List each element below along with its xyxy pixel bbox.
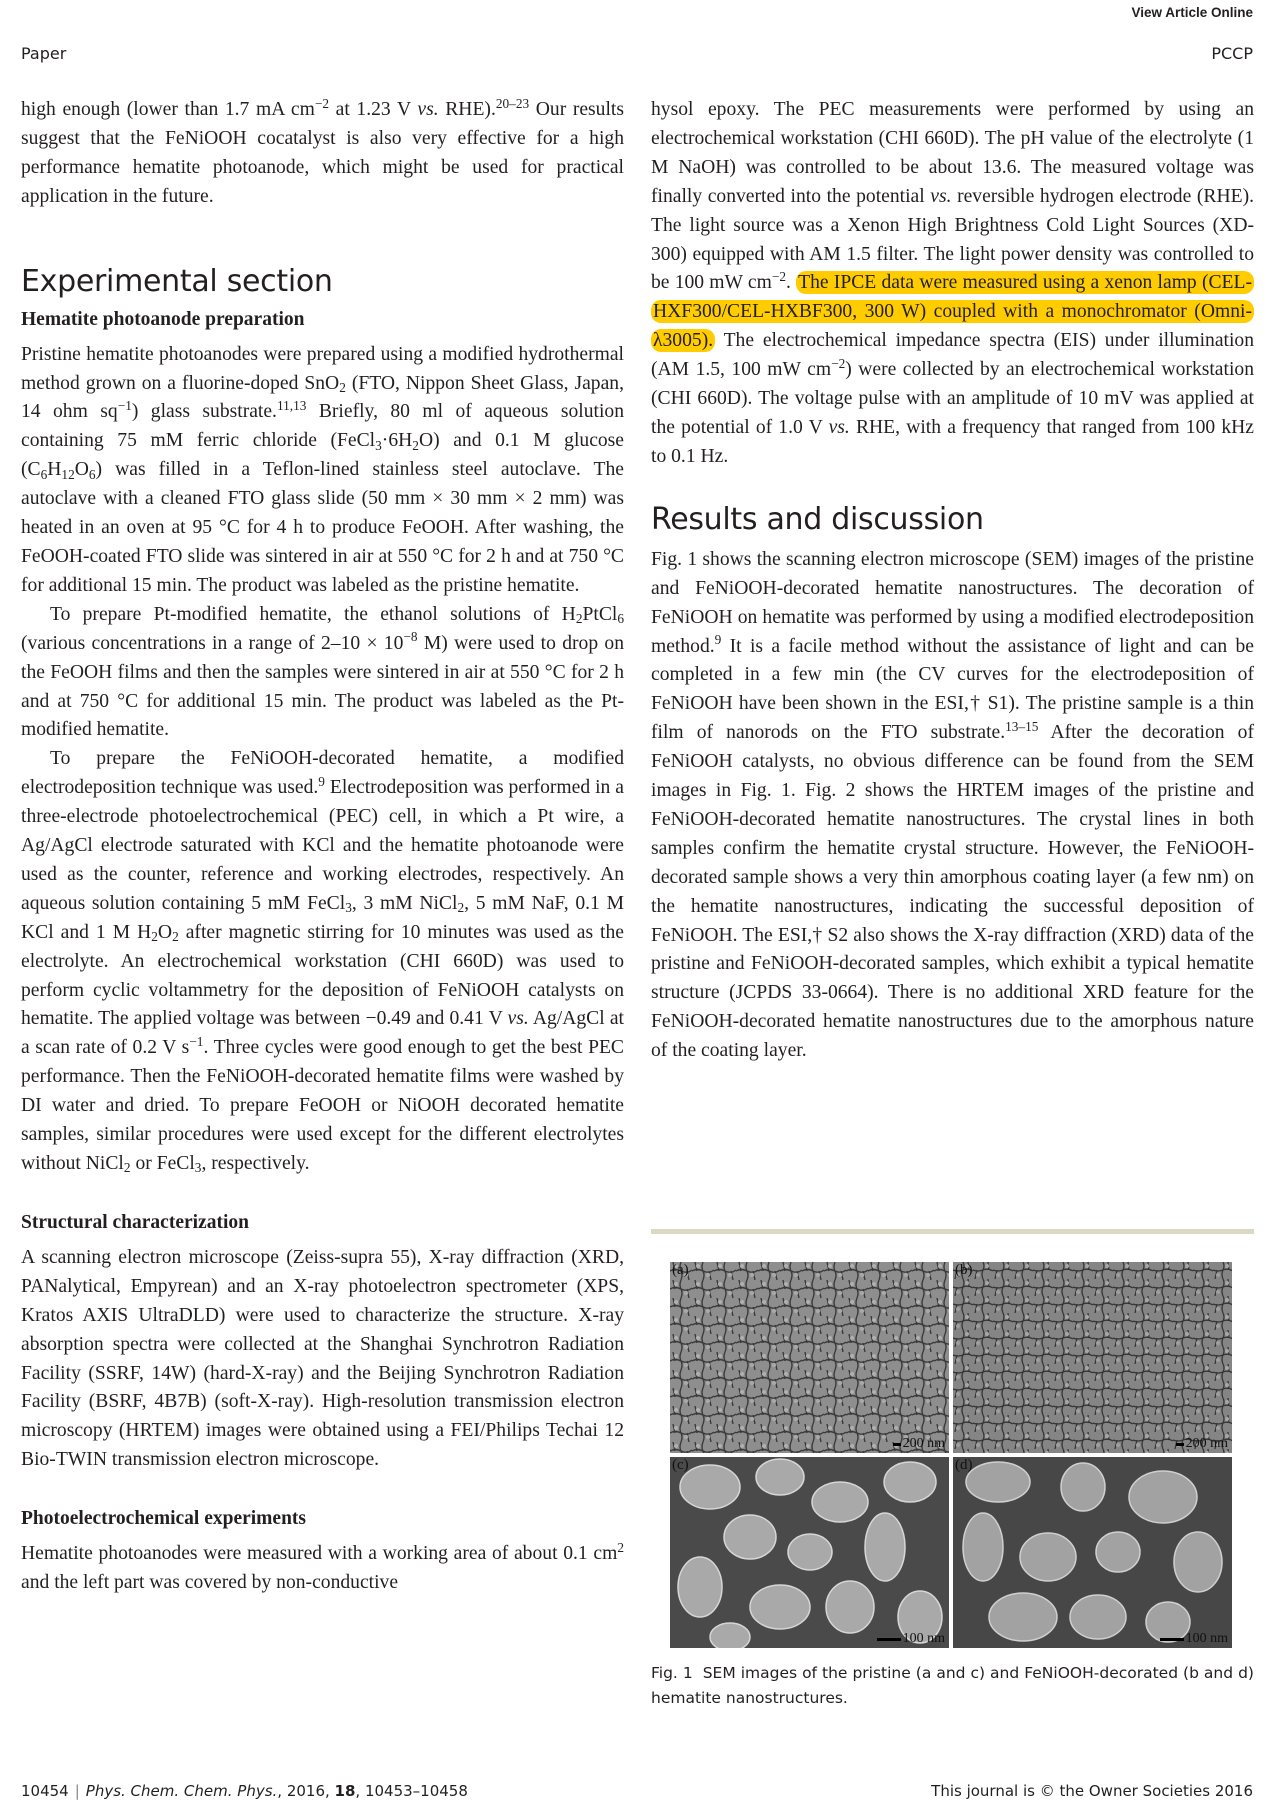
scale-bar-a: 200 nm xyxy=(893,1436,945,1452)
journal-name: Phys. Chem. Chem. Phys. xyxy=(85,1782,278,1800)
sem-panel-c xyxy=(670,1457,949,1648)
scale-bar-b: 200 nm xyxy=(1176,1436,1228,1452)
panel-label-b: (b) xyxy=(955,1262,973,1278)
footer-copyright: This journal is © the Owner Societies 2016 xyxy=(931,1782,1253,1800)
subsection-title-structural: Structural characterization xyxy=(21,1211,249,1233)
running-head-left: Paper xyxy=(21,44,67,63)
sem-panel-b xyxy=(953,1262,1232,1453)
paragraph-pec-continuation: hysol epoxy. The PEC measurements were performed by using an electrochemical workstation (CHI 660D). The pH value of the electrolyte (1 M NaOH) was controlled to be about 13.6. The measured voltage was finally converted into the potential vs. reversible hydrogen electrode (RHE). The light source was a Xenon High Brightness Cold Light Sources (XD-300) equipped with AM 1.5 filter. The light power density was controlled to be 100 mW $cm^{-2}$. The IPCE data were measured using a xenon lamp (CEL-HXF300/CEL-HXBF300, 300 W) coupled with a monochromator (Omni-λ3005). The electrochemical impedance spectra (EIS) under illumination (AM 1.5, 100 mW $cm^{-2}$) were collected by an electrochemical workstation (CHI 660D). The voltage pulse with an amplitude of 10 mV was applied at the potential of 1.0 V vs. RHE, with a frequency that ranged from 100 kHz to 0.1 Hz. xyxy=(651,99,1254,467)
sem-panel-d xyxy=(953,1457,1232,1648)
paragraph-results: Fig. 1 shows the scanning electron microscope (SEM) images of the pristine and FeNiOOH-decorated hematite nanostructures. The decoration of FeNiOOH on hematite was performed by using a modified electrodeposition method.$^9$ It is a facile method without the assistance of light and can be completed in a few min (the CV curves for the electrodeposition of FeNiOOH have been shown in the ESI,† S1). The pristine sample is a thin film of nanorods on the FTO substrate.$^{13-15}$ After the decoration of FeNiOOH catalysts, no obvious difference can be found from the SEM images in Fig. 1. Fig. 2 shows the HRTEM images of the pristine and FeNiOOH-decorated hematite nanostructures. The crystal lines in both samples confirm the hematite crystal structure. However, the FeNiOOH-decorated sample shows a very thin amorphous coating layer (a few nm) on the hematite nanostructures, indicating the successful deposition of FeNiOOH. The ESI,† S2 also shows the X-ray diffraction (XRD) data of the pristine and FeNiOOH-decorated samples, which exhibit a typical hematite structure (JCPDS 33-0664). There is no additional XRD feature for the FeNiOOH-decorated hematite nanostructures due to the amorphous nature of the coating layer. xyxy=(651,548,1254,1062)
paragraph-pt-modified-prep: To prepare Pt-modified hematite, the ethanol solutions of $H_2PtCl_6$ (various concentrations in a range of $2-10 \times 10^{-8}$ M) were used to drop on the FeOOH films and then the samples were sintered in air at 550 °C for 2 h and at 750 °C for additional 15 min. The product was labeled as the Pt-modified hematite. xyxy=(21,603,625,741)
sem-image-nanorods xyxy=(953,1457,1232,1648)
scale-bar-d: 100 nm xyxy=(1160,1631,1228,1647)
sem-panel-a xyxy=(670,1262,949,1453)
citation-ref[interactable]: 11,13 xyxy=(276,398,307,414)
paragraph-pristine-prep: Pristine hematite photoanodes were prepared using a modified hydrothermal method grown on a fluorine-doped SnO$_2$ (FTO, Nippon Sheet Glass, Japan, 14 ohm $sq^{-1}$) glass substrate.$^{11,13}$ Briefly, 80 ml of aqueous solution containing 75 mM ferric chloride $(FeCl_3\cdot 6H_2O)$ and 0.1 M glucose $(C_6H_{12}O_6)$ was filled in a Teflon-lined stainless steel autoclave. The autoclave with a cleaned FTO glass slide (50 mm × 30 mm × 2 mm) was heated in an oven at 95 °C for 4 h to produce FeOOH. After washing, the FeOOH-coated FTO slide was sintered in air at 550 °C for 2 h and at 750 °C for additional 15 min. The product was labeled as the pristine hematite. xyxy=(21,343,625,596)
figure-top-rule xyxy=(651,1229,1254,1234)
left-column xyxy=(21,96,624,1598)
figure-label: Fig. 1 xyxy=(651,1664,693,1682)
figure-1-caption xyxy=(651,1661,1254,1711)
footer-citation: 10454 | Phys. Chem. Chem. Phys., 2016, 18, 10453–10458 xyxy=(21,1782,468,1800)
section-title-experimental: Experimental section xyxy=(21,263,333,299)
citation-ref[interactable]: 13–15 xyxy=(1005,718,1039,734)
paragraph-feniooh-prep: To prepare the FeNiOOH-decorated hematite, a modified electrodeposition technique was used.$^9$ Electrodeposition was performed in a three-electrode photoelectrochemical (PEC) cell, in which a Pt wire, a Ag/AgCl electrode saturated with KCl and the hematite photoanode were used as the counter, reference and working electrodes, respectively. An aqueous solution containing 5 mM FeCl$_3$, 3 mM NiCl$_2$, 5 mM NaF, 0.1 M KCl and 1 M $H_2O_2$ after magnetic stirring for 10 minutes was used as the electrolyte. An electrochemical workstation (CHI 660D) was used to perform cyclic voltammetry for the deposition of FeNiOOH catalysts on hematite. The applied voltage was between −0.49 and 0.41 V vs. Ag/AgCl at a scan rate of 0.2 V $s^{-1}$. Three cycles were good enough to get the best PEC performance. Then the FeNiOOH-decorated hematite films were washed by DI water and dried. To prepare FeOOH or NiOOH decorated hematite samples, similar procedures were used except for the different electrolytes without NiCl$_2$ or FeCl$_3$, respectively. xyxy=(21,748,625,1176)
view-article-online-link[interactable]: View Article Online xyxy=(1131,5,1253,20)
panel-label-d: (d) xyxy=(955,1457,973,1473)
panel-label-a: (a) xyxy=(672,1262,689,1278)
paragraph-pec-start: Hematite photoanodes were measured with a working area of about 0.1 $cm^2$ and the left part was covered by non-conductive xyxy=(21,1539,624,1594)
section-title-results: Results and discussion xyxy=(651,501,984,537)
caption-text: SEM images of the pristine (a and c) and FeNiOOH-decorated (b and d) hematite nanostructures. xyxy=(651,1664,1254,1707)
panel-label-c: (c) xyxy=(672,1457,689,1473)
subsection-title-hematite-prep: Hematite photoanode preparation xyxy=(21,308,305,330)
sem-image-nanorods xyxy=(670,1457,949,1648)
figure-1-sem-images xyxy=(670,1262,1232,1648)
running-head-right: PCCP xyxy=(1211,44,1253,63)
page-number: 10454 xyxy=(21,1782,69,1800)
sem-image-cracked-surface xyxy=(953,1262,1232,1453)
intro-continuation-paragraph: high enough (lower than 1.7 mA $cm^{-2}$ at 1.23 V vs. RHE).$^{20-23}$ Our results suggest that the FeNiOOH cocatalyst is also very effective for a high performance hematite photoanode, which might be used for practical application in the future. xyxy=(21,95,624,207)
scale-bar-c: 100 nm xyxy=(877,1631,945,1647)
citation-ref[interactable]: 9 xyxy=(714,632,722,648)
paragraph-structural: A scanning electron microscope (Zeiss-supra 55), X-ray diffraction (XRD, PANalytical, Empyrean) and an X-ray photoelectron spectrometer (XPS, Kratos AXIS UltraDLD) were used to characterize the structure. X-ray absorption spectra were collected at the Shanghai Synchrotron Radiation Facility (SSRF, 14W) (hard-X-ray) and the Beijing Synchrotron Radiation Facility (BSRF, 4B7B) (soft-X-ray). High-resolution transmission electron microscopy (HRTEM) images were obtained using a FEI/Philips Techai 12 Bio-TWIN transmission electron microscope. xyxy=(21,1246,624,1471)
sem-image-cracked-surface xyxy=(670,1262,949,1453)
citation-ref[interactable]: 9 xyxy=(318,773,325,789)
subsection-title-pec: Photoelectrochemical experiments xyxy=(21,1508,306,1530)
highlighted-ipce-sentence[interactable]: The IPCE data were measured using a xenon lamp (CEL-HXF300/CEL-HXBF300, 300 W) coupled with a monochromator (Omni-λ3005). xyxy=(653,272,1252,352)
right-column xyxy=(651,96,1254,1066)
citation-ref[interactable]: 20–23 xyxy=(495,95,530,111)
